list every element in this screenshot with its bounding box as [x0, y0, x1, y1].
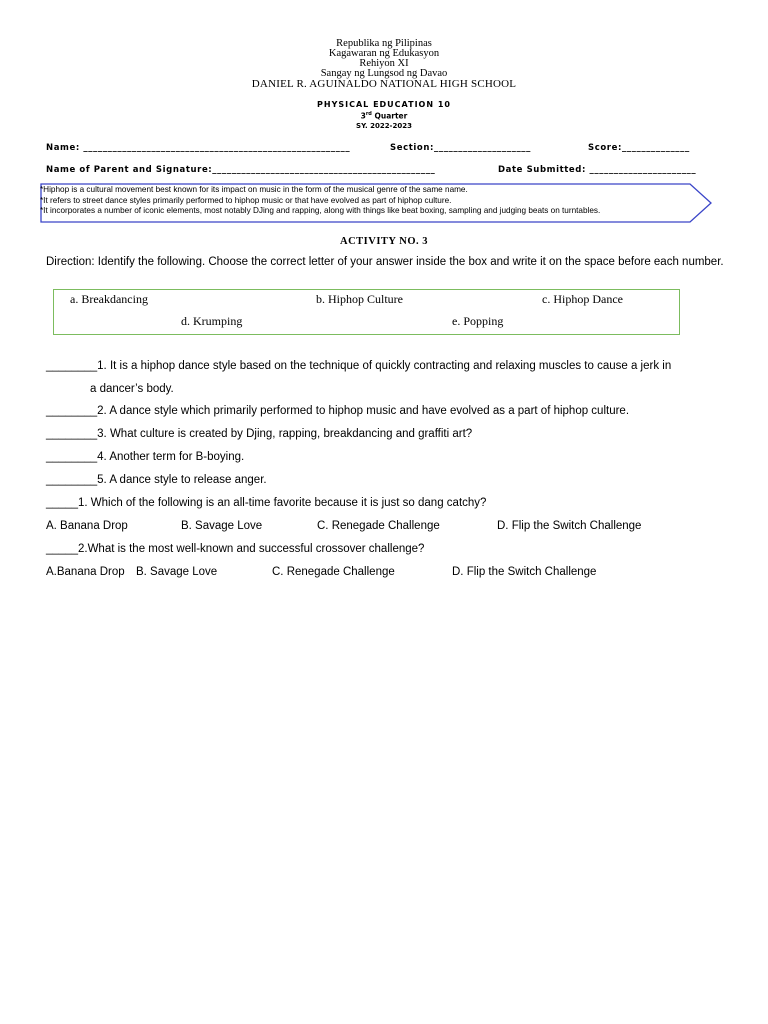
question-1-continued: a dancer’s body. — [90, 383, 174, 395]
note-line: *It incorporates a number of iconic elements, most notably DJing and rapping, along with things like beat boxing, sampling and judging beats on turntables. — [40, 206, 601, 215]
school-year: SY. 2022-2023 — [356, 122, 412, 130]
activity-title: ACTIVITY NO. 3 — [340, 236, 428, 247]
date-submitted-field[interactable]: Date Submitted: ______________________ — [498, 165, 697, 175]
choice-d: d. Krumping — [181, 314, 243, 328]
mc2-option-b: B. Savage Love — [136, 566, 218, 578]
notes-text — [40, 185, 600, 217]
question-2: ________2. A dance style which primarily performed to hiphop music and have evolved as a part of hiphop culture. — [46, 405, 630, 417]
section-field[interactable]: Section:____________________ — [390, 143, 531, 153]
header-republic: Republika ng Pilipinas — [336, 38, 432, 49]
choice-e: e. Popping — [452, 314, 504, 328]
question-4: ________4. Another term for B-boying. — [46, 451, 245, 463]
school-name: DANIEL R. AGUINALDO NATIONAL HIGH SCHOOL — [251, 78, 517, 90]
note-line: *Hiphop is a cultural movement best known for its impact on music in the form of the musical genre of the same name. — [40, 185, 468, 194]
mc1-option-b: B. Savage Love — [181, 520, 263, 532]
choice-c: c. Hiphop Dance — [542, 292, 623, 306]
subject-title: PHYSICAL EDUCATION 10 — [317, 100, 451, 109]
header-region: Rehiyon XI — [359, 58, 409, 69]
question-3: ________3. What culture is created by Djing, rapping, breakdancing and graffiti art? — [46, 428, 473, 440]
mc1-option-c: C. Renegade Challenge — [317, 520, 440, 532]
mc1-option-d: D. Flip the Switch Challenge — [497, 520, 642, 532]
header-division: Sangay ng Lungsod ng Davao — [320, 68, 448, 79]
note-line: *It refers to street dance styles primarily performed to hiphop music or that have evolved as part of hiphop culture. — [40, 195, 452, 205]
quarter-label: 3rd Quarter — [360, 111, 408, 121]
question-5: ________5. A dance style to release anger. — [46, 474, 267, 486]
name-field[interactable]: Name: _______________________________________________________ — [46, 143, 351, 153]
mc2-option-c: C. Renegade Challenge — [272, 566, 395, 578]
mc-question-1: _____1. Which of the following is an all-time favorite because it is just so dang catchy? — [46, 497, 487, 509]
header-department: Kagawaran ng Edukasyon — [328, 48, 440, 59]
mc-question-2: _____2.What is the most well-known and successful crossover challenge? — [46, 543, 425, 555]
score-field[interactable]: Score:______________ — [588, 143, 690, 153]
question-1: ________1. It is a hiphop dance style based on the technique of quickly contracting and relaxing muscles to cause a jerk in — [46, 360, 672, 372]
mc2-option-a: A.Banana Drop — [46, 566, 125, 578]
direction-text: Direction: Identify the following. Choose the correct letter of your answer inside the box and write it on the space before each number. — [46, 256, 724, 268]
choice-a: a. Breakdancing — [70, 292, 148, 306]
choice-b: b. Hiphop Culture — [316, 292, 403, 306]
parent-signature-field[interactable]: Name of Parent and Signature:______________________________________________ — [46, 165, 436, 175]
mc2-option-d: D. Flip the Switch Challenge — [452, 566, 597, 578]
mc1-option-a: A. Banana Drop — [46, 520, 128, 532]
